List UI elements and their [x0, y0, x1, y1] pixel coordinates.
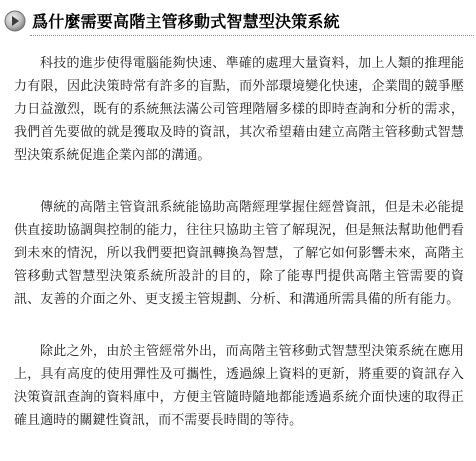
paragraph-1: 科技的進步使得電腦能夠快速、準確的處理大量資料，加上人類的推理能力有限，因此決策時常有許多的盲點，而外部環境變化快速，企業間的競爭壓力日益激烈，既有的系統無法滿公司管理階層多樣的即時查詢和分析的需求，我們首先要做的就是獲取及時的資訊，其次希望藉由建立高階主管移動式智慧型決策系統促進企業內部的溝通。	[14, 56, 464, 163]
paragraph-3: 除此之外，由於主管經常外出，而高階主管移動式智慧型決策系統在應用上，具有高度的使用彈性及可攜性，透過線上資料的更新，將重要的資訊存入決策資訊查詢的資料庫中，方便主管隨時隨地都能透過系統介面快速的取得正確且適時的關鍵性資訊，而不需要長時間的等待。	[14, 344, 464, 428]
paragraph-2: 傳統的高階主管資訊系統能協助高階經理掌握住經營資訊，但是未必能提供直接助協調與控制的能力，往往只協助主管了解現況，但是無法幫助他們看到未來的情況，所以我們要把資訊轉換為智慧，了解它如何影響未來，高階主管移動式智慧型決策系統所設計的目的，除了能專門提供高階主管需要的資訊、友善的介面之外、更支援主管規劃、分析、和溝通所需具備的所有能力。	[14, 200, 464, 307]
page-title: 爲什麼需要高階主管移動式智慧型決策系統	[32, 12, 340, 31]
article-body	[14, 52, 464, 461]
circle-arrow-right-icon	[4, 10, 26, 32]
section-header	[0, 8, 476, 42]
title-divider	[30, 35, 474, 36]
